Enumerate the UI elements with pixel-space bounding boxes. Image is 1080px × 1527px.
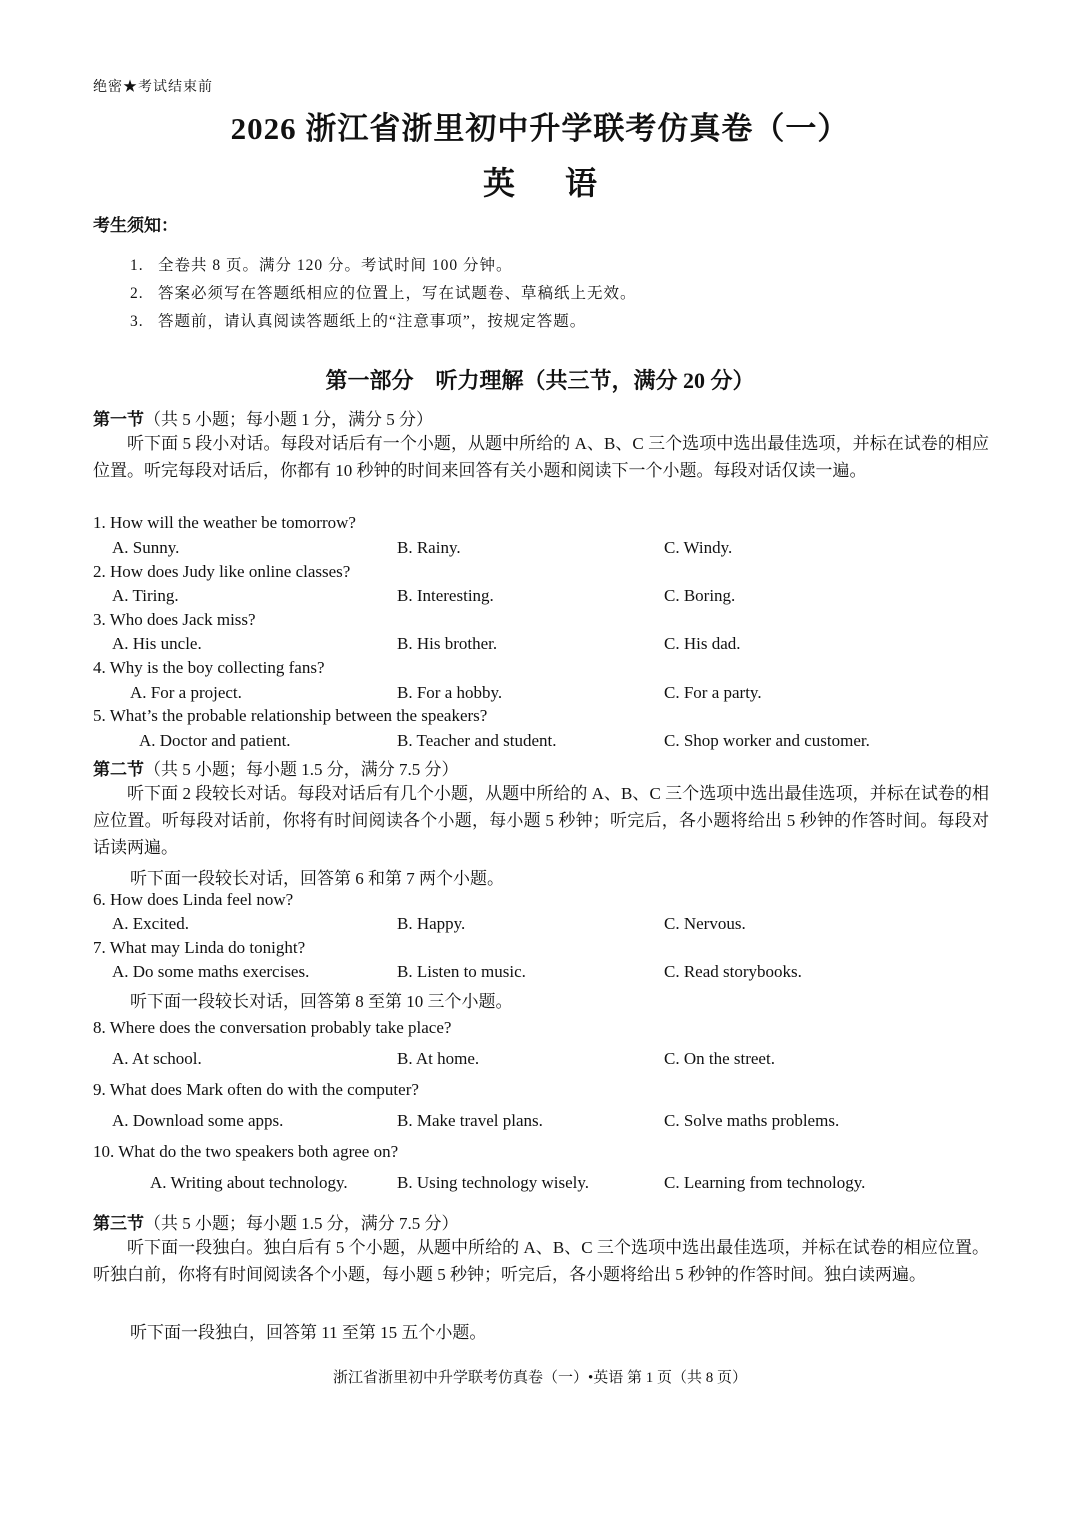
option-c: C. Read storybooks. [664,962,802,981]
section-instructions: 听下面 5 段小对话。每段对话后有一个小题，从题中所给的 A、B、C 三个选项中选出最佳选项，并标在试卷的相应位置。听完每段对话后，你都有 10 秒钟的时间来回答有关小题和阅读下一个小题。每段对话仅读一遍。 [93,434,989,480]
question: 8. Where does the conversation probably take place? [93,1018,452,1037]
option-a: A. At school. [112,1049,202,1068]
notice-item [130,309,586,331]
option-a: A. Do some maths exercises. [112,962,310,981]
question: 10. What do the two speakers both agree on? [93,1142,399,1161]
section-info: （共 5 小题；每小题 1 分，满分 5 分） [144,410,433,429]
option-b: B. His brother. [397,634,498,653]
section-instructions: 听下面 2 段较长对话。每段对话后有几个小题，从题中所给的 A、B、C 三个选项中选出最佳选项，并标在试卷的相应位置。听每段对话前，你将有时间阅读各个小题，每小题 5 秒钟；听完后，各小题将给出 5 秒钟的作答时间。每段对话读两遍。 [93,784,989,857]
section-heading [93,755,459,780]
option-b: B. Listen to music. [397,962,526,981]
question: 2. How does Judy like online classes? [93,562,351,581]
option-b: B. For a hobby. [397,683,503,702]
option-a: A. Doctor and patient. [139,731,291,750]
notice-heading: 考生须知： [93,216,178,236]
subject-title: 英语 [482,165,647,201]
option-c: C. Boring. [664,586,736,605]
section-heading [93,1209,459,1234]
monologue-lead: 听下面一段独白，回答第 11 至第 15 五个小题。 [130,1323,487,1342]
section-name: 第三节 [93,1214,144,1233]
question: 9. What does Mark often do with the computer? [93,1080,419,1099]
option-b: B. Using technology wisely. [397,1173,590,1192]
notice-item-number: 2. [130,285,144,302]
option-a: A. His uncle. [112,634,202,653]
section-info: （共 5 小题；每小题 1.5 分，满分 7.5 分） [144,760,459,779]
confidential-label: 绝密★考试结束前 [93,80,213,95]
question: 7. What may Linda do tonight? [93,938,306,957]
part-title: 第一部分 听力理解（共三节，满分 20 分） [325,368,755,393]
question: 1. How will the weather be tomorrow? [93,513,356,532]
option-b: B. Rainy. [397,538,461,557]
option-b: B. Make travel plans. [397,1111,543,1130]
option-c: C. Solve maths problems. [664,1111,840,1130]
notice-item [130,253,513,275]
notice-item-text: 答案必须写在答题纸相应的位置上，写在试题卷、草稿纸上无效。 [158,285,637,302]
option-a: A. Excited. [112,914,189,933]
option-b: B. Happy. [397,914,466,933]
option-c: C. For a party. [664,683,762,702]
section-info: （共 5 小题；每小题 1.5 分，满分 7.5 分） [144,1214,459,1233]
option-c: C. On the street. [664,1049,775,1068]
notice-item-number: 3. [130,313,144,330]
option-b: B. Teacher and student. [397,731,557,750]
option-a: A. Writing about technology. [150,1173,348,1192]
option-c: C. Nervous. [664,914,746,933]
question: 4. Why is the boy collecting fans? [93,658,325,677]
option-a: A. Download some apps. [112,1111,284,1130]
notice-item-number: 1. [130,257,144,274]
question: 6. How does Linda feel now? [93,890,294,909]
section-instructions: 听下面一段独白。独白后有 5 个小题，从题中所给的 A、B、C 三个选项中选出最佳选项，并标在试卷的相应位置。听独白前，你将有时间阅读各个小题，每小题 5 秒钟；听完后，各小题将给出 5 秒钟的作答时间。独白读两遍。 [93,1238,989,1284]
section-name: 第一节 [93,410,144,429]
question: 3. Who does Jack miss? [93,610,256,629]
option-a: A. Tiring. [112,586,179,605]
question: 5. What’s the probable relationship between the speakers? [93,706,488,725]
dialogue-lead: 听下面一段较长对话，回答第 8 至第 10 三个小题。 [130,992,513,1011]
notice-item-text: 全卷共 8 页。满分 120 分。考试时间 100 分钟。 [158,257,513,274]
dialogue-lead: 听下面一段较长对话，回答第 6 和第 7 两个小题。 [130,869,504,888]
notice-item [130,281,637,303]
option-c: C. Shop worker and customer. [664,731,870,750]
notice-item-text: 答题前，请认真阅读答题纸上的“注意事项”，按规定答题。 [158,313,587,330]
option-c: C. Learning from technology. [664,1173,866,1192]
option-b: B. At home. [397,1049,480,1068]
option-a: A. For a project. [130,683,242,702]
section-name: 第二节 [93,760,144,779]
option-b: B. Interesting. [397,586,494,605]
exam-title: 2026 浙江省浙里初中升学联考仿真卷（一） [230,111,850,146]
option-a: A. Sunny. [112,538,180,557]
section-heading [93,405,433,430]
option-c: C. His dad. [664,634,741,653]
option-c: C. Windy. [664,538,733,557]
page-footer: 浙江省浙里初中升学联考仿真卷（一）•英语 第 1 页（共 8 页） [332,1370,747,1386]
